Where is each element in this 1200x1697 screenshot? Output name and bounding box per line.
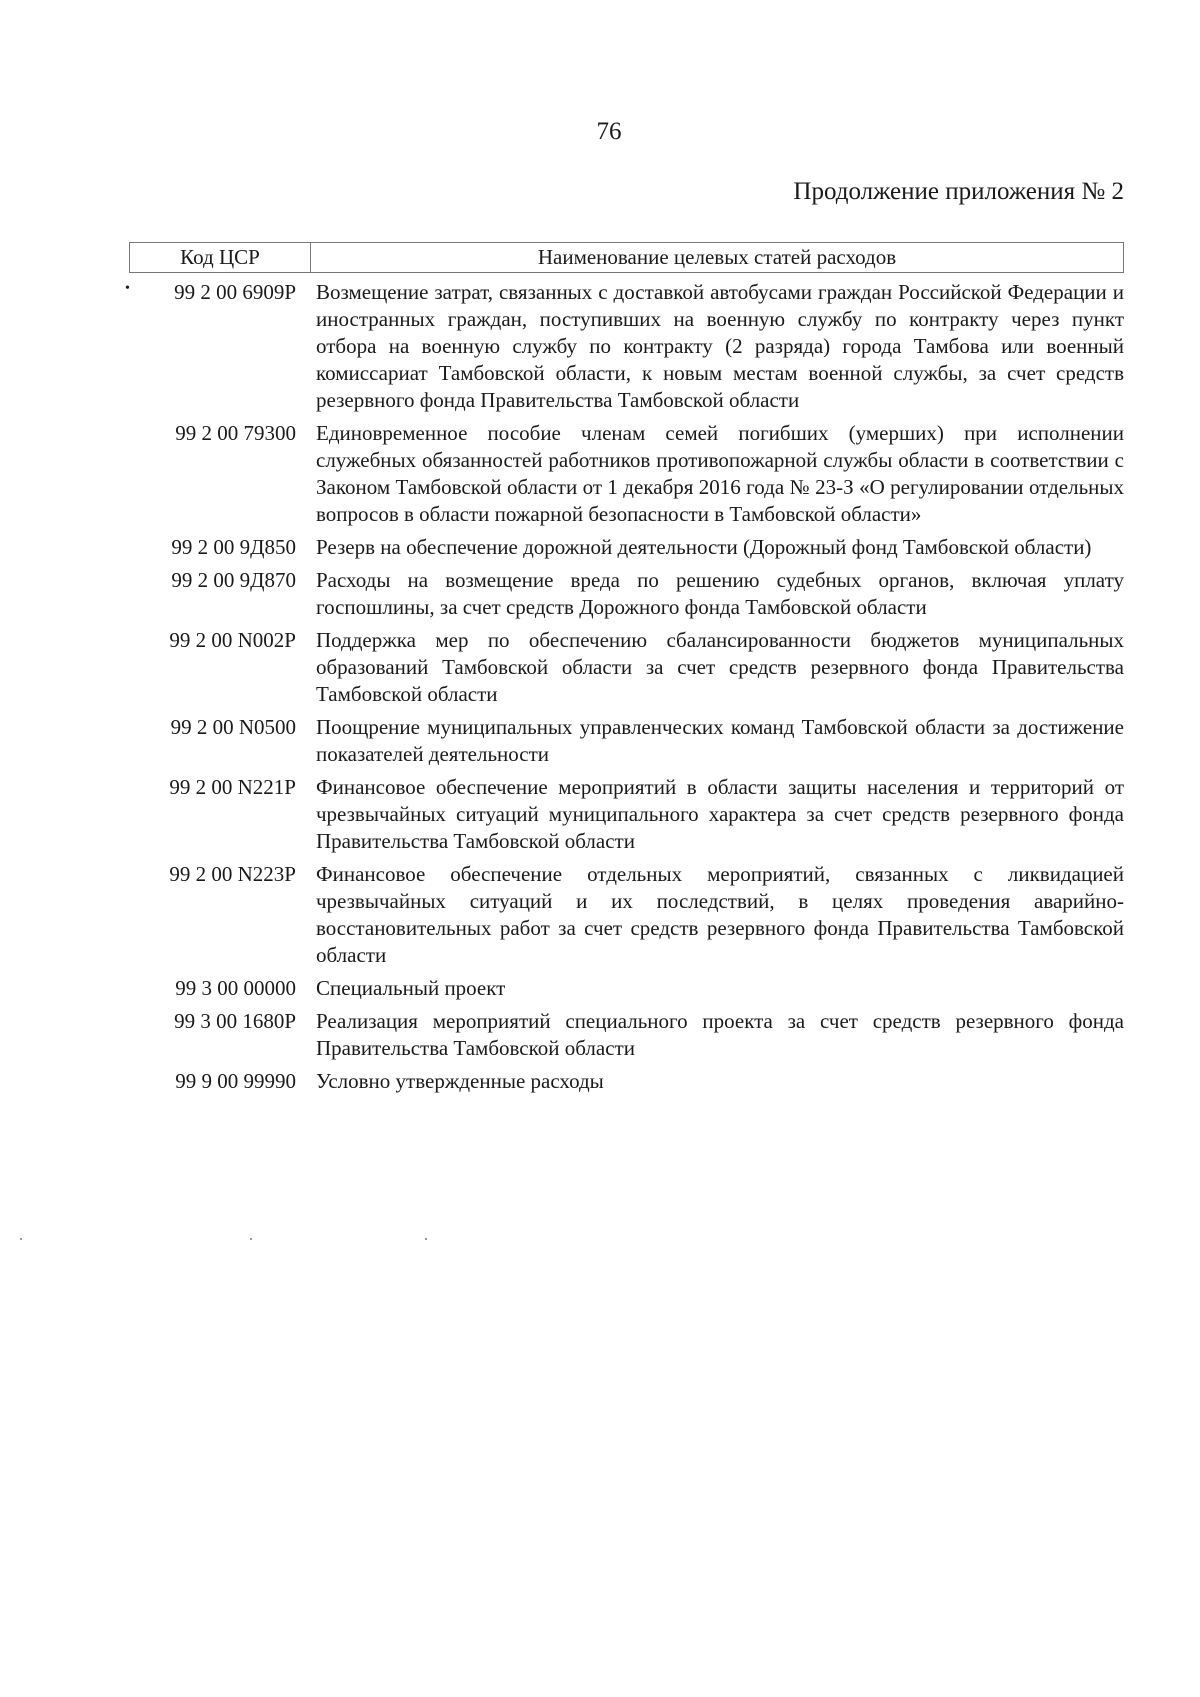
table-row bbox=[129, 861, 1124, 969]
row-code: 99 3 00 00000 bbox=[175, 976, 296, 1000]
row-code: 99 2 00 N002Р bbox=[169, 628, 296, 652]
row-code: 99 9 00 99990 bbox=[175, 1069, 296, 1093]
table-row bbox=[129, 1068, 1124, 1095]
table-row bbox=[129, 714, 1124, 768]
row-name: Финансовое обеспечение мероприятий в области защиты населения и территорий от чрезвычайных ситуаций муниципального характера за счет средств резервного фонда Правительства Тамбовской области bbox=[316, 775, 1124, 853]
table-row bbox=[129, 279, 1124, 414]
header-code: Код ЦСР bbox=[130, 243, 311, 272]
table-row bbox=[129, 975, 1124, 1002]
table-row bbox=[129, 627, 1124, 708]
page-number: 76 bbox=[596, 118, 622, 145]
row-code: 99 2 00 N221Р bbox=[169, 775, 296, 799]
row-name: Реализация мероприятий специального проекта за счет средств резервного фонда Правительства Тамбовской области bbox=[316, 1009, 1124, 1060]
budget-codes-table bbox=[129, 242, 1124, 1095]
scan-artifact-dots bbox=[0, 1238, 1200, 1242]
row-name: Специальный проект bbox=[316, 976, 506, 1000]
row-code: 99 2 00 6909Р bbox=[174, 280, 296, 304]
row-code: 99 2 00 N223Р bbox=[169, 862, 296, 886]
table-row bbox=[129, 567, 1124, 621]
row-name: Поддержка мер по обеспечению сбалансированности бюджетов муниципальных образований Тамбовской области за счет средств резервного фонда Правительства Тамбовской области bbox=[316, 628, 1124, 706]
row-name: Единовременное пособие членам семей погибших (умерших) при исполнении служебных обязанностей работников противопожарной службы области в соответствии с Законом Тамбовской области от 1 декабря 2016 года № 23-З «О регулировании отдельных вопросов в области пожарной безопасности в Тамбовской области» bbox=[316, 421, 1124, 526]
row-code: 99 3 00 1680Р bbox=[174, 1009, 296, 1033]
table-row bbox=[129, 534, 1124, 561]
row-code: 99 2 00 9Д850 bbox=[171, 535, 296, 559]
row-code: 99 2 00 79300 bbox=[175, 421, 296, 445]
row-code: 99 2 00 9Д870 bbox=[171, 568, 296, 592]
header-name: Наименование целевых статей расходов bbox=[537, 245, 897, 269]
table-header bbox=[129, 242, 1124, 273]
row-code: 99 2 00 N0500 bbox=[170, 715, 296, 739]
row-name: Расходы на возмещение вреда по решению судебных органов, включая уплату госпошлины, за счет средств Дорожного фонда Тамбовской области bbox=[316, 568, 1124, 619]
row-name: Резерв на обеспечение дорожной деятельности (Дорожный фонд Тамбовской области) bbox=[316, 535, 1092, 559]
table-row bbox=[129, 420, 1124, 528]
table-row bbox=[129, 1008, 1124, 1062]
row-name: Поощрение муниципальных управленческих команд Тамбовской области за достижение показателей деятельности bbox=[316, 715, 1124, 766]
table-row bbox=[129, 774, 1124, 855]
row-name: Возмещение затрат, связанных с доставкой автобусами граждан Российской Федерации и иностранных граждан, поступивших на военную службу по контракту через пункт отбора на военную службу по контракту (2 разряда) города Тамбова или военный комиссариат Тамбовской области, к новым местам военной службы, за счет средств резервного фонда Правительства Тамбовской области bbox=[316, 280, 1124, 412]
appendix-continuation-note: Продолжение приложения № 2 bbox=[793, 178, 1124, 205]
row-name: Финансовое обеспечение отдельных мероприятий, связанных с ликвидацией чрезвычайных ситуаций и их последствий, в целях проведения аварийно-восстановительных работ за счет средств резервного фонда Правительства Тамбовской области bbox=[316, 862, 1124, 967]
row-name: Условно утвержденные расходы bbox=[316, 1069, 604, 1093]
scan-artifact-dot: • bbox=[125, 281, 130, 296]
